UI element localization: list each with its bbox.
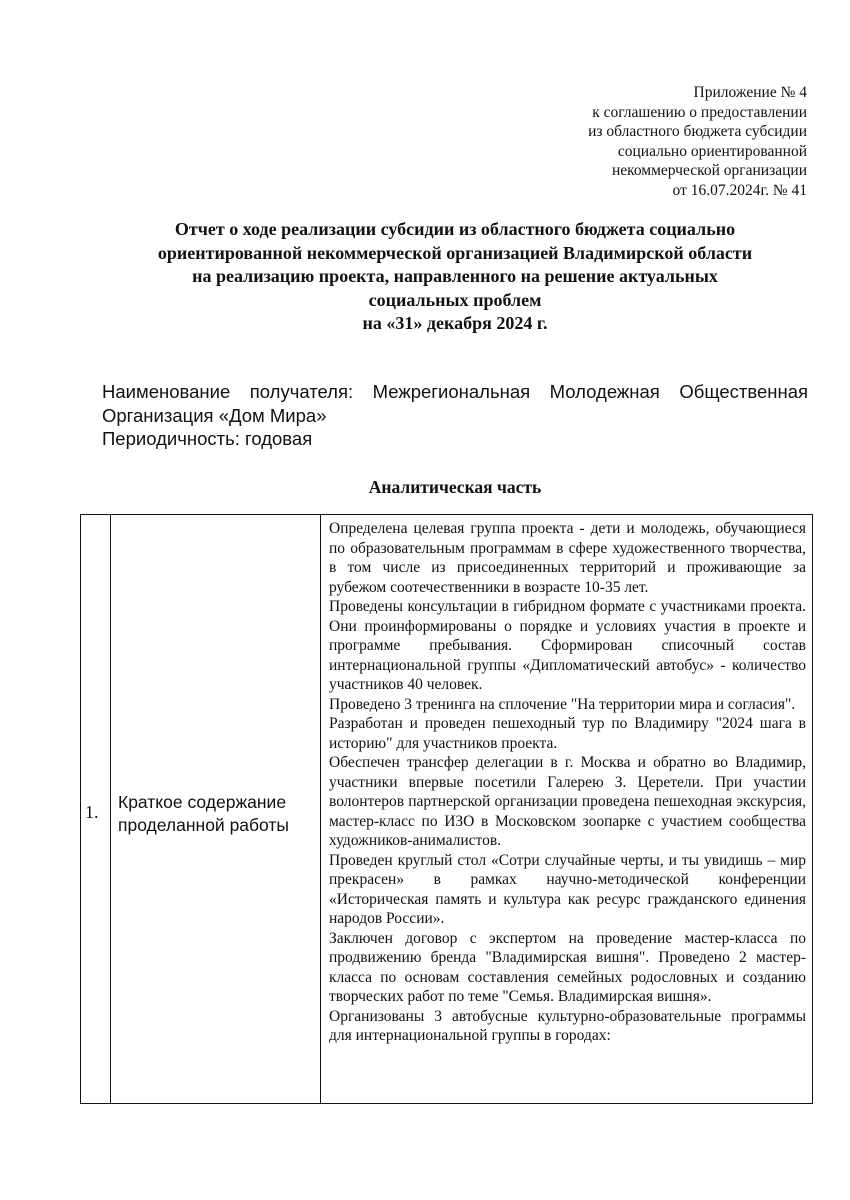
analytics-table <box>80 514 813 1104</box>
content-paragraph: Определена целевая группа проекта - дети и молодежь, обучающиеся по образовательным программам в сфере художественного творчества, в том числе из присоединенных территорий и проживающие за рубежом соотечественники в возрасте 10-35 лет. <box>329 520 806 596</box>
content-paragraph: Проведен круглый стол «Сотри случайные черты, и ты увидишь – мир прекрасен» в рамках научно-методической конференции «Историческая память и культура как ресурс гражданского единения народов России». <box>329 851 806 927</box>
title-line: на реализацию проекта, направленного на решение актуальных <box>192 266 718 286</box>
section-title: Аналитическая часть <box>368 477 542 497</box>
recipient-block <box>102 380 808 451</box>
title-line: ориентированной некоммерческой организацией Владимирской области <box>157 242 753 263</box>
annex-line: к соглашению о предоставлении <box>592 103 807 121</box>
row-number-cell <box>81 515 111 1103</box>
content-paragraph: Проведено 3 тренинга на сплочение "На территории мира и согласия". <box>329 695 796 713</box>
row-number: 1. <box>85 802 99 822</box>
recipient-name-line1: Наименование получателя: Межрегиональная Молодежная Общественная <box>102 381 808 402</box>
content-paragraph: Проведены консультации в гибридном формате с участниками проекта. Они проинформированы о порядке и условиях участия в проекте и программе пребывания. Сформирован списочный состав интернациональной группы «Дипломатический автобус» - количество участников 40 человек. <box>329 598 806 693</box>
content-paragraph: Обеспечен трансфер делегации в г. Москва и обратно во Владимир, участники впервые посетили Галерею З. Церетели. При участии волонтеров партнерской организации проведена пешеходная экскурсия, мастер-класс по ИЗО в Московском зоопарке с участием сообщества художников-анималистов. <box>329 754 806 849</box>
title-line: на «31» декабря 2024 г. <box>362 313 548 333</box>
annex-line: социально ориентированной <box>617 142 807 160</box>
title-line: социальных проблем <box>368 289 542 310</box>
title-line: Отчет о ходе реализации субсидии из областного бюджета социально <box>174 219 736 239</box>
annex-header <box>507 83 807 200</box>
annex-line: из областного бюджета субсидии <box>588 123 807 140</box>
content-paragraph: Разработан и проведен пешеходный тур по Владимиру "2024 шага в историю" для участников проекта. <box>329 715 806 752</box>
content-paragraph: Заключен договор с экспертом на проведение мастер-класса по продвижению бренда "Владимирская вишня". Проведено 2 мастер-класса по основам составления семейных родословных и созданию творческих работ по теме "Семья. Владимирская вишня». <box>329 929 806 1005</box>
periodicity: Периодичность: годовая <box>102 428 313 449</box>
recipient-name-line2: Организация «Дом Мира» <box>102 404 327 426</box>
annex-line: некоммерческой организации <box>611 162 807 179</box>
annex-line: Приложение № 4 <box>693 84 807 101</box>
row-label-cell <box>111 515 321 1103</box>
report-title <box>80 218 830 336</box>
content-paragraph: Организованы 3 автобусные культурно-образовательные программы для интернациональной группы в городах: <box>329 1007 806 1044</box>
annex-line: от 16.07.2024г. № 41 <box>672 181 807 199</box>
row-label: Краткое содержание проделанной работы <box>118 792 289 835</box>
row-content-cell <box>329 519 806 1046</box>
